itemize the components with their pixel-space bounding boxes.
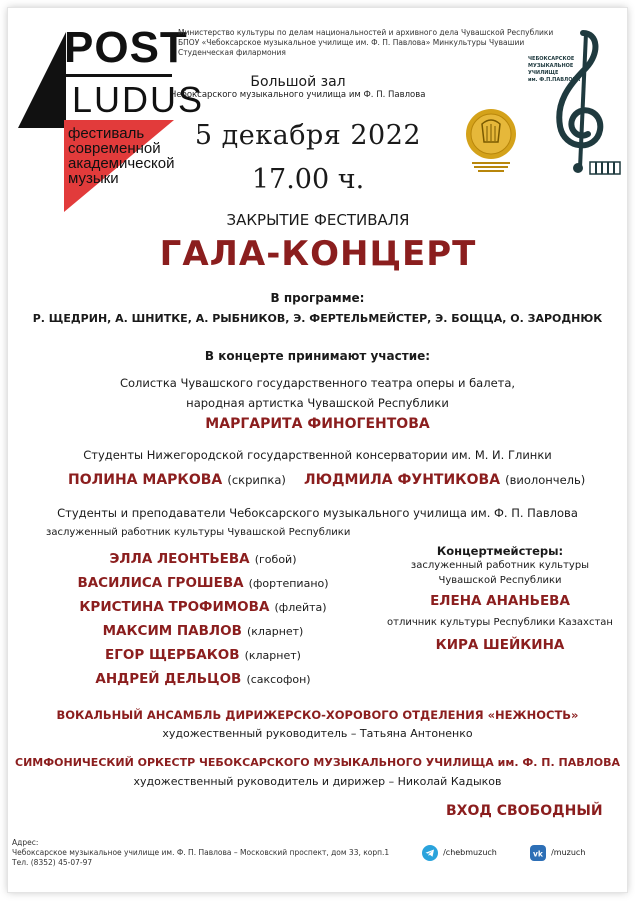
medal-emblem — [460, 106, 522, 182]
footer-address: Адрес: Чебоксарское музыкальное училище им. Ф. П. Павлова – Московский проспект, дом 33, корп.1 Тел. (8352) 45-07-97 — [12, 838, 390, 867]
school-honor: заслуженный работник культуры Чувашской Республики — [46, 527, 351, 538]
telegram-link[interactable]: /chebmuzuch — [422, 842, 497, 861]
logo-festival-text: фестиваль современной академической музыки — [68, 125, 175, 187]
performer-name: ЛЮДМИЛА ФУНТИКОВА — [304, 472, 501, 488]
medal-icon — [460, 106, 522, 178]
conservatory-title: Студенты Нижегородской государственной консерватории им. М. И. Глинки — [83, 448, 552, 462]
list-item: МАКСИМ ПАВЛОВ (кларнет) — [102, 623, 304, 639]
list-item: ЭЛЛА ЛЕОНТЬЕВА (гобой) — [109, 551, 297, 567]
participants-header: В концерте принимают участие: — [204, 349, 431, 363]
list-item: ЕГОР ЩЕРБАКОВ (кларнет) — [105, 647, 301, 663]
school-title: Студенты и преподаватели Чебоксарского музыкального училища им. Ф. П. Павлова — [57, 506, 578, 520]
school-logo — [528, 28, 623, 178]
poster — [8, 8, 627, 892]
school-performers — [38, 548, 368, 692]
event-time: 17.00 ч. — [251, 164, 365, 195]
list-item: АНДРЕЙ ДЕЛЬЦОВ (саксофон) — [95, 671, 311, 687]
soloist-name: МАРГАРИТА ФИНОГЕНТОВА — [205, 416, 430, 432]
telegram-icon — [422, 845, 438, 861]
logo-divider — [64, 74, 172, 77]
accompanists-title: Концертмейстеры: — [436, 544, 564, 558]
ensemble-leader: художественный руководитель – Татьяна Антоненко — [162, 727, 473, 740]
performer-name: ПОЛИНА МАРКОВА — [68, 472, 223, 488]
program-composers: Р. ЩЕДРИН, А. ШНИТКЕ, А. РЫБНИКОВ, Э. ФЕРТЕЛЬМЕЙСТЕР, Э. БОЩЦА, О. ЗАРОДНЮК — [32, 312, 603, 325]
performer-instrument: (скрипка) — [227, 473, 286, 487]
logo-triangle — [18, 32, 66, 128]
treble-clef-violin-icon — [538, 28, 623, 178]
soloist-line1: Солистка Чувашского государственного театра оперы и балета, — [119, 376, 516, 390]
organizers: Министерство культуры по делам национальностей и архивного дела Чувашской Республики БПОУ «Чебоксарское музыкальное училище им. Ф. П. Павлова» Минкультуры Чувашии Студенческая филармония — [178, 28, 554, 57]
performer-instrument: (виолончель) — [505, 473, 586, 487]
performer-markova — [68, 469, 286, 488]
logo-post: POST — [64, 23, 188, 72]
accompanist-name: ЕЛЕНА АНАНЬЕВА — [430, 593, 570, 609]
free-entry: ВХОД СВОБОДНЫЙ — [446, 803, 603, 819]
program-header: В программе: — [270, 291, 365, 305]
venue-school: Чебоксарского музыкального училища им Ф. П. Павлова — [170, 90, 426, 100]
performer-funtikova — [304, 469, 585, 488]
orchestra-leader: художественный руководитель и дирижер – Николай Кадыков — [133, 775, 502, 788]
logo-ludus: LUDUS — [72, 79, 205, 120]
event-date: 5 декабря 2022 — [194, 120, 422, 151]
accompanists: Концертмейстеры: заслуженный работник культуры Чувашской Республики ЕЛЕНА АНАНЬЕВА отличник культуры Республики Казахстан КИРА ШЕЙКИНА — [380, 544, 620, 653]
vk-link[interactable]: vk /muzuch — [530, 842, 585, 861]
svg-text:vk: vk — [533, 849, 543, 858]
accompanist-name: КИРА ШЕЙКИНА — [435, 637, 565, 653]
gala-title: ГАЛА-КОНЦЕРТ — [159, 234, 477, 274]
ensemble-title: ВОКАЛЬНЫЙ АНСАМБЛЬ ДИРИЖЕРСКО-ХОРОВОГО ОТДЕЛЕНИЯ «НЕЖНОСТЬ» — [56, 708, 579, 722]
closing-title: ЗАКРЫТИЕ ФЕСТИВАЛЯ — [226, 211, 410, 229]
vk-icon — [530, 845, 546, 861]
soloist-line2: народная артистка Чувашской Республики — [186, 396, 449, 410]
school-logo-text: ЧЕБОКСАРСКОЕ МУЗЫКАЛЬНОЕ УЧИЛИЩЕ им. Ф.П.ПАВЛОВА — [528, 56, 581, 83]
venue — [168, 74, 428, 100]
orchestra-title: СИМФОНИЧЕСКИЙ ОРКЕСТР ЧЕБОКСАРСКОГО МУЗЫКАЛЬНОГО УЧИЛИЩА им. Ф. П. ПАВЛОВА — [15, 756, 620, 769]
list-item: КРИСТИНА ТРОФИМОВА (флейта) — [79, 599, 327, 615]
list-item: ВАСИЛИСА ГРОШЕВА (фортепиано) — [77, 575, 329, 591]
venue-hall: Большой зал — [250, 74, 346, 90]
